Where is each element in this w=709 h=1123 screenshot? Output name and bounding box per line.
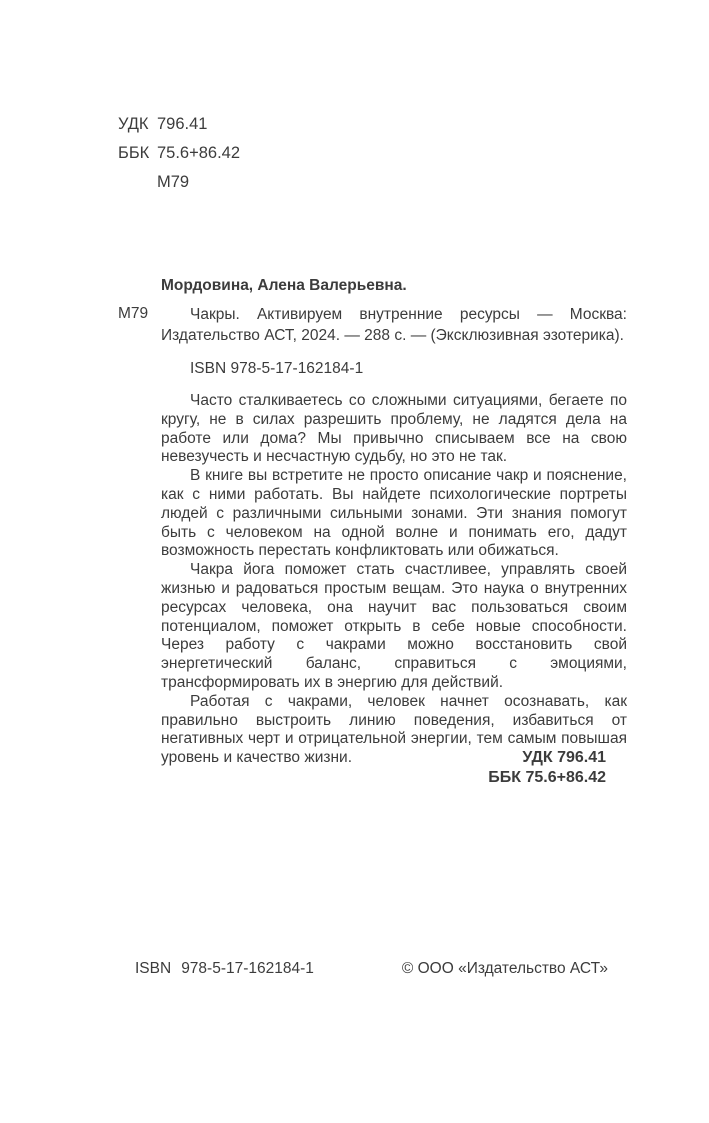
- udk-value: 796.41: [157, 115, 208, 133]
- annotation-paragraph-4: Работая с чакрами, человек начнет осознавать, как правильно выстроить линию поведения, избавиться от негативных черт и отрицательной энергии, тем самым повышая уровень и качество жизни.: [161, 692, 627, 767]
- bbk-value: 75.6+86.42: [157, 144, 241, 162]
- author-sign-row: [118, 168, 240, 197]
- annotation-paragraph-1: Часто сталкиваетесь со сложными ситуациями, бегаете по кругу, не в силах разрешить проблему, не ладятся дела на работе или дома? Мы привычно списываем все на свою невезучесть и несчастную судьбу, но это не так.: [161, 392, 627, 466]
- book-author: Мордовина, Алена Валерьевна.: [161, 277, 407, 294]
- author-sign-spacer: [118, 168, 157, 197]
- bbk-row: [118, 139, 240, 168]
- bbk-label: ББК: [118, 144, 150, 162]
- udk-row: [118, 110, 240, 139]
- publisher-copyright: © ООО «Издательство АСТ»: [401, 960, 608, 977]
- author-sign-margin: М79: [118, 305, 149, 322]
- classification-codes-bottom: [488, 748, 606, 788]
- annotation-paragraph-2: В книге вы встретите не просто описание чакр и пояснение, как с ними работать. Вы найдете психологические портреты людей с различными сильными зонами. Эти знания помогут быть с человеком на одной волне и понимать его, дадут возможность перестать конфликтовать или обижаться.: [161, 467, 627, 560]
- bibliographic-description: Чакры. Активируем внутренние ресурсы — Москва: Издательство АСТ, 2024. — 288 с. — (Эксклюзивная эзотерика).: [161, 306, 627, 344]
- udk-bottom: УДК 796.41: [522, 749, 606, 766]
- isbn-footer-label: ISBN: [135, 960, 172, 977]
- isbn-footer-value: 978-5-17-162184-1: [181, 960, 314, 977]
- isbn-footer: [135, 960, 314, 978]
- isbn-bibliographic: ISBN 978-5-17-162184-1: [190, 360, 364, 377]
- bbk-bottom: ББК 75.6+86.42: [488, 769, 606, 786]
- annotation-paragraph-3: Чакра йога поможет стать счастливее, управлять своей жизнью и радоваться простым вещам. Это наука о внутренних ресурсах человека, она научит вас пользоваться своим потенциалом, поможет открыть в себе новые способности. Через работу с чакрами можно восстановить свой энергетический баланс, справиться с эмоциями, трансформировать их в энергию для действий.: [161, 561, 627, 691]
- author-sign-top: М79: [157, 173, 190, 191]
- annotation-block: [161, 392, 627, 768]
- classification-codes-top: [118, 110, 240, 197]
- udk-label: УДК: [118, 115, 149, 133]
- page-footer: [135, 960, 608, 978]
